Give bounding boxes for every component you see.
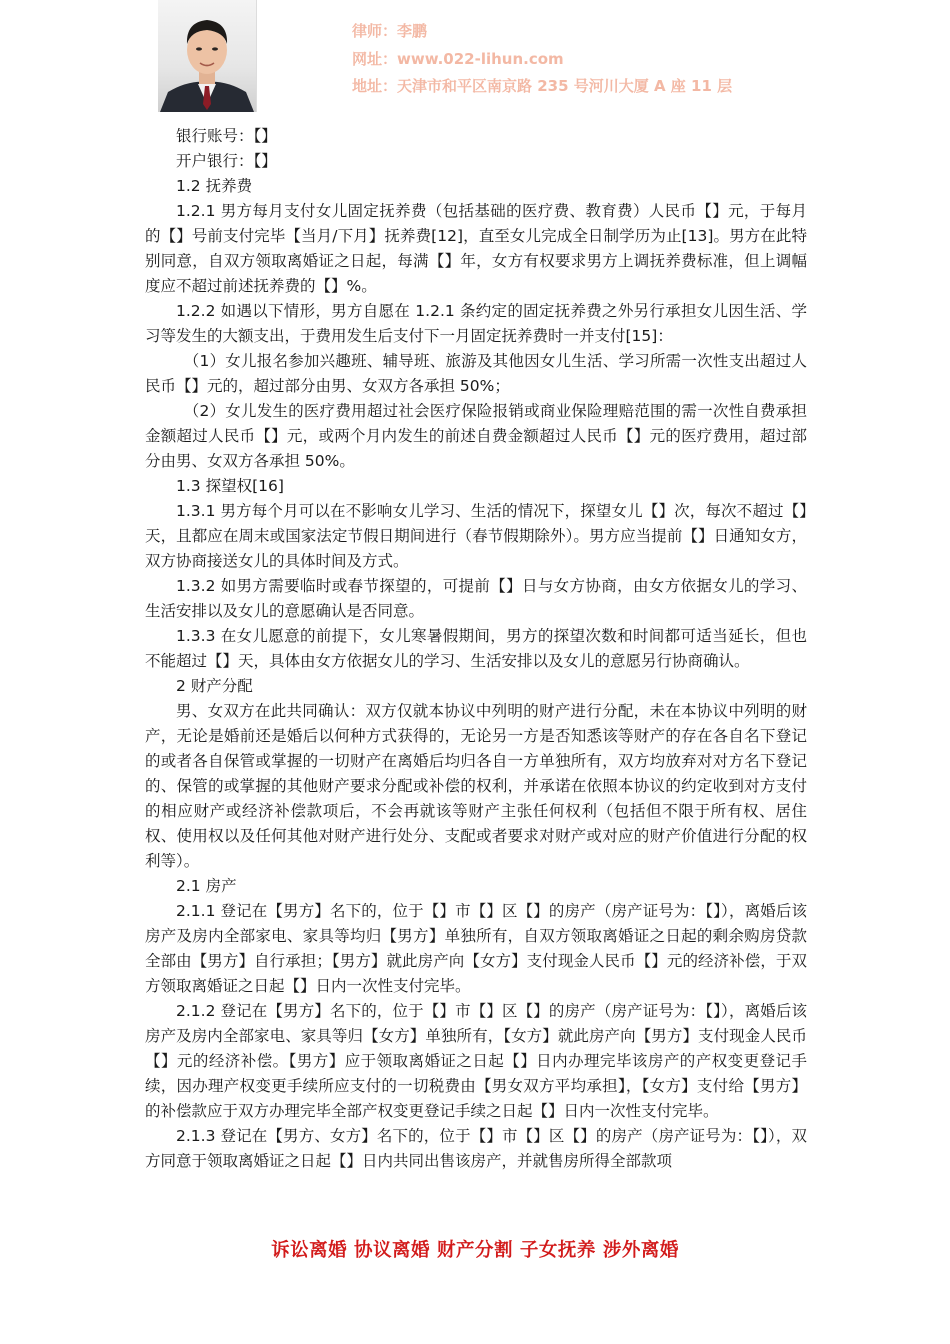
paragraph: 男、女双方在此共同确认：双方仅就本协议中列明的财产进行分配，未在本协议中列明的财产，无论是婚前还是婚后以何种方式获得的，无论另一方是否知悉该等财产的存在各自名下登记的或者各自保管或掌握的一切财产在离婚后均归各自一方单独所有，双方均放弃对对方名下登记的、保管的或掌握的其他财产要求分配或补偿的权利，并承诺在依照本协议的约定收到对方支付的相应财产或经济补偿款项后，不会再就该等财产主张任何权利（包括但不限于所有权、居住权、使用权以及任何其他对财产进行处分、支配或者要求对财产或对应的财产价值进行分配的权利等）。 — [145, 702, 807, 870]
paragraph: （1）女儿报名参加兴趣班、辅导班、旅游及其他因女儿生活、学习所需一次性支出超过人民币【】元的，超过部分由男、女双方各承担 50%； — [145, 352, 807, 395]
service-slogan: 诉讼离婚 协议离婚 财产分割 子女抚养 涉外离婚 — [271, 1240, 679, 1261]
lawyer-info — [352, 18, 732, 101]
lawyer-website: 网址：www.022-lihun.com — [352, 49, 564, 68]
paragraph: 1.3.2 如男方需要临时或春节探望的，可提前【】日与女方协商，由女方依据女儿的学习、生活安排以及女儿的意愿确认是否同意。 — [145, 577, 807, 620]
lawyer-photo — [158, 0, 257, 112]
paragraph: 2 财产分配 — [176, 677, 253, 695]
paragraph: 开户银行：【】 — [176, 152, 277, 170]
paragraph: （2）女儿发生的医疗费用超过社会医疗保险报销或商业保险理赔范围的需一次性自费承担金额超过人民币【】元，或两个月内发生的前述自费金额超过人民币【】元的医疗费用，超过部分由男、女双方各承担 50%。 — [145, 402, 807, 470]
paragraph: 1.2.2 如遇以下情形，男方自愿在 1.2.1 条约定的固定抚养费之外另行承担女儿因生活、学习等发生的大额支出，于费用发生后支付下一月固定抚养费时一并支付[15]： — [145, 302, 807, 345]
paragraph: 银行账号：【】 — [176, 127, 277, 145]
paragraph: 1.2 抚养费 — [176, 177, 253, 195]
paragraph: 1.3.3 在女儿愿意的前提下，女儿寒暑假期间，男方的探望次数和时间都可适当延长，但也不能超过【】天，具体由女方依据女儿的学习、生活安排以及女儿的意愿另行协商确认。 — [145, 627, 807, 670]
paragraph: 2.1.1 登记在【男方】名下的，位于【】市【】区【】的房产（房产证号为：【】），离婚后该房产及房内全部家电、家具等均归【男方】单独所有，自双方领取离婚证之日起的剩余购房贷款全部由【男方】自行承担；【男方】就此房产向【女方】支付现金人民币【】元的经济补偿，于双方领取离婚证之日起【】日内一次性支付完毕。 — [145, 902, 807, 995]
lawyer-address: 地址：天津市和平区南京路 235 号河川大厦 A 座 11 层 — [352, 77, 733, 95]
lawyer-name: 律师：李鹏 — [352, 22, 428, 40]
paragraph: 1.3 探望权[16] — [176, 477, 284, 495]
paragraph: 1.2.1 男方每月支付女儿固定抚养费（包括基础的医疗费、教育费）人民币【】元，于每月的【】号前支付完毕【当月/下月】抚养费[12]，直至女儿完成全日制学历为止[13]。男方在此特别同意，自双方领取离婚证之日起，每满【】年，女方有权要求男方上调抚养费标准，但上调幅度应不超过前述抚养费的【】%。 — [145, 202, 807, 295]
paragraph: 2.1 房产 — [176, 877, 237, 895]
portrait-image — [158, 0, 256, 112]
paragraph: 1.3.1 男方每个月可以在不影响女儿学习、生活的情况下，探望女儿【】次，每次不超过【】天，且都应在周末或国家法定节假日期间进行（春节假期除外）。男方应当提前【】日通知女方，双方协商接送女儿的具体时间及方式。 — [145, 502, 807, 570]
agreement-content — [145, 124, 807, 1174]
paragraph: 2.1.2 登记在【男方】名下的，位于【】市【】区【】的房产（房产证号为：【】），离婚后该房产及房内全部家电、家具等归【女方】单独所有，【女方】就此房产向【男方】支付现金人民币【】元的经济补偿。【男方】应于领取离婚证之日起【】日内办理完毕该房产的产权变更登记手续，因办理产权变更手续所应支付的一切税费由【男女双方平均承担】，【女方】支付给【男方】的补偿款应于双方办理完毕全部产权变更登记手续之日起【】日内一次性支付完毕。 — [145, 1002, 807, 1120]
paragraph: 2.1.3 登记在【男方、女方】名下的，位于【】市【】区【】的房产（房产证号为：【】），双方同意于领取离婚证之日起【】日内共同出售该房产，并就售房所得全部款项 — [145, 1127, 807, 1170]
